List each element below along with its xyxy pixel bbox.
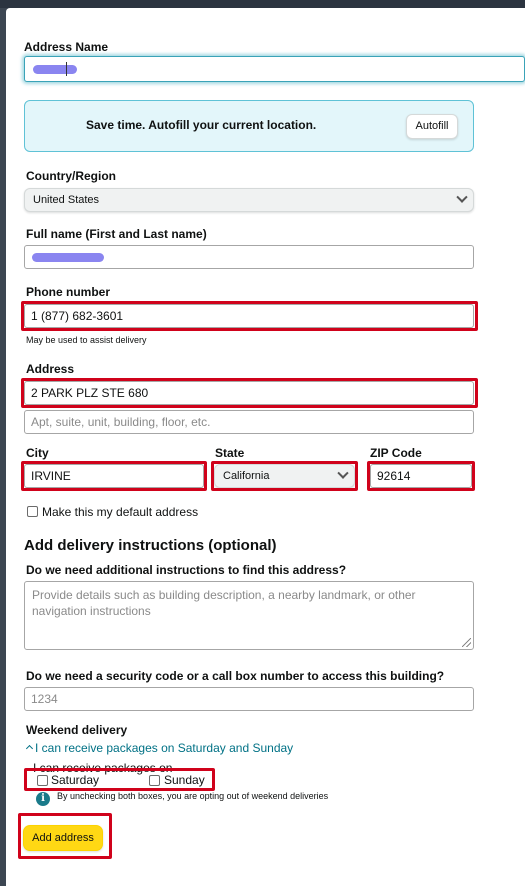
saturday-label: Saturday bbox=[51, 773, 100, 787]
address-label: Address bbox=[26, 362, 75, 376]
text-cursor bbox=[66, 62, 67, 76]
autofill-text: Save time. Autofill your current location. bbox=[86, 118, 317, 132]
phone-label: Phone number bbox=[26, 285, 111, 299]
redacted-text bbox=[33, 65, 77, 74]
sunday-checkbox[interactable] bbox=[149, 775, 160, 786]
city-input[interactable]: IRVINE bbox=[24, 464, 204, 488]
saturday-checkbox[interactable] bbox=[37, 775, 48, 786]
find-instructions-textarea[interactable] bbox=[24, 581, 474, 650]
sunday-label: Sunday bbox=[164, 773, 205, 787]
security-code-input[interactable]: 1234 bbox=[24, 687, 474, 711]
chevron-down-icon bbox=[456, 192, 467, 203]
state-label: State bbox=[215, 446, 245, 460]
full-name-label: Full name (First and Last name) bbox=[26, 227, 207, 241]
country-value: United States bbox=[33, 194, 100, 206]
zip-label: ZIP Code bbox=[370, 446, 422, 460]
find-instructions-placeholder: Provide details such as building description, a nearby landmark, or other navigation instructions bbox=[32, 588, 416, 618]
default-address-checkbox[interactable] bbox=[27, 506, 38, 517]
country-label: Country/Region bbox=[26, 169, 116, 183]
find-instructions-label: Do we need additional instructions to find this address? bbox=[26, 563, 347, 577]
weekend-note: By unchecking both boxes, you are opting out of weekend deliveries bbox=[57, 791, 329, 801]
info-icon: i bbox=[36, 792, 50, 806]
weekend-toggle-text: I can receive packages on Saturday and Sunday bbox=[35, 741, 294, 755]
full-name-input[interactable] bbox=[24, 245, 474, 269]
add-address-button[interactable]: Add address bbox=[23, 825, 103, 851]
address-line1-input[interactable]: 2 PARK PLZ STE 680 bbox=[24, 381, 474, 405]
state-value: California bbox=[223, 470, 270, 482]
address-line2-input[interactable]: Apt, suite, unit, building, floor, etc. bbox=[24, 410, 474, 434]
address-name-label: Address Name bbox=[24, 40, 109, 54]
address-form-panel bbox=[6, 8, 525, 886]
phone-hint: May be used to assist delivery bbox=[26, 335, 147, 345]
default-address-label: Make this my default address bbox=[42, 505, 199, 519]
state-select[interactable] bbox=[214, 464, 355, 488]
security-code-label: Do we need a security code or a call box number to access this building? bbox=[26, 669, 445, 683]
weekend-toggle-link[interactable] bbox=[26, 741, 293, 755]
weekend-delivery-label: Weekend delivery bbox=[26, 723, 128, 737]
page-backdrop bbox=[0, 0, 525, 8]
redacted-text bbox=[32, 253, 104, 262]
zip-input[interactable]: 92614 bbox=[370, 464, 472, 488]
autofill-button[interactable]: Autofill bbox=[406, 114, 458, 139]
resize-handle-icon[interactable] bbox=[462, 638, 471, 647]
autofill-banner bbox=[24, 100, 474, 152]
receive-on-label: I can receive packages on bbox=[33, 761, 173, 775]
city-label: City bbox=[26, 446, 49, 460]
country-select[interactable] bbox=[24, 188, 474, 212]
phone-input[interactable]: 1 (877) 682-3601 bbox=[24, 304, 474, 328]
address-name-input[interactable] bbox=[24, 56, 525, 82]
chevron-up-icon bbox=[26, 745, 33, 752]
instructions-heading: Add delivery instructions (optional) bbox=[24, 537, 277, 554]
chevron-down-icon bbox=[337, 468, 348, 479]
